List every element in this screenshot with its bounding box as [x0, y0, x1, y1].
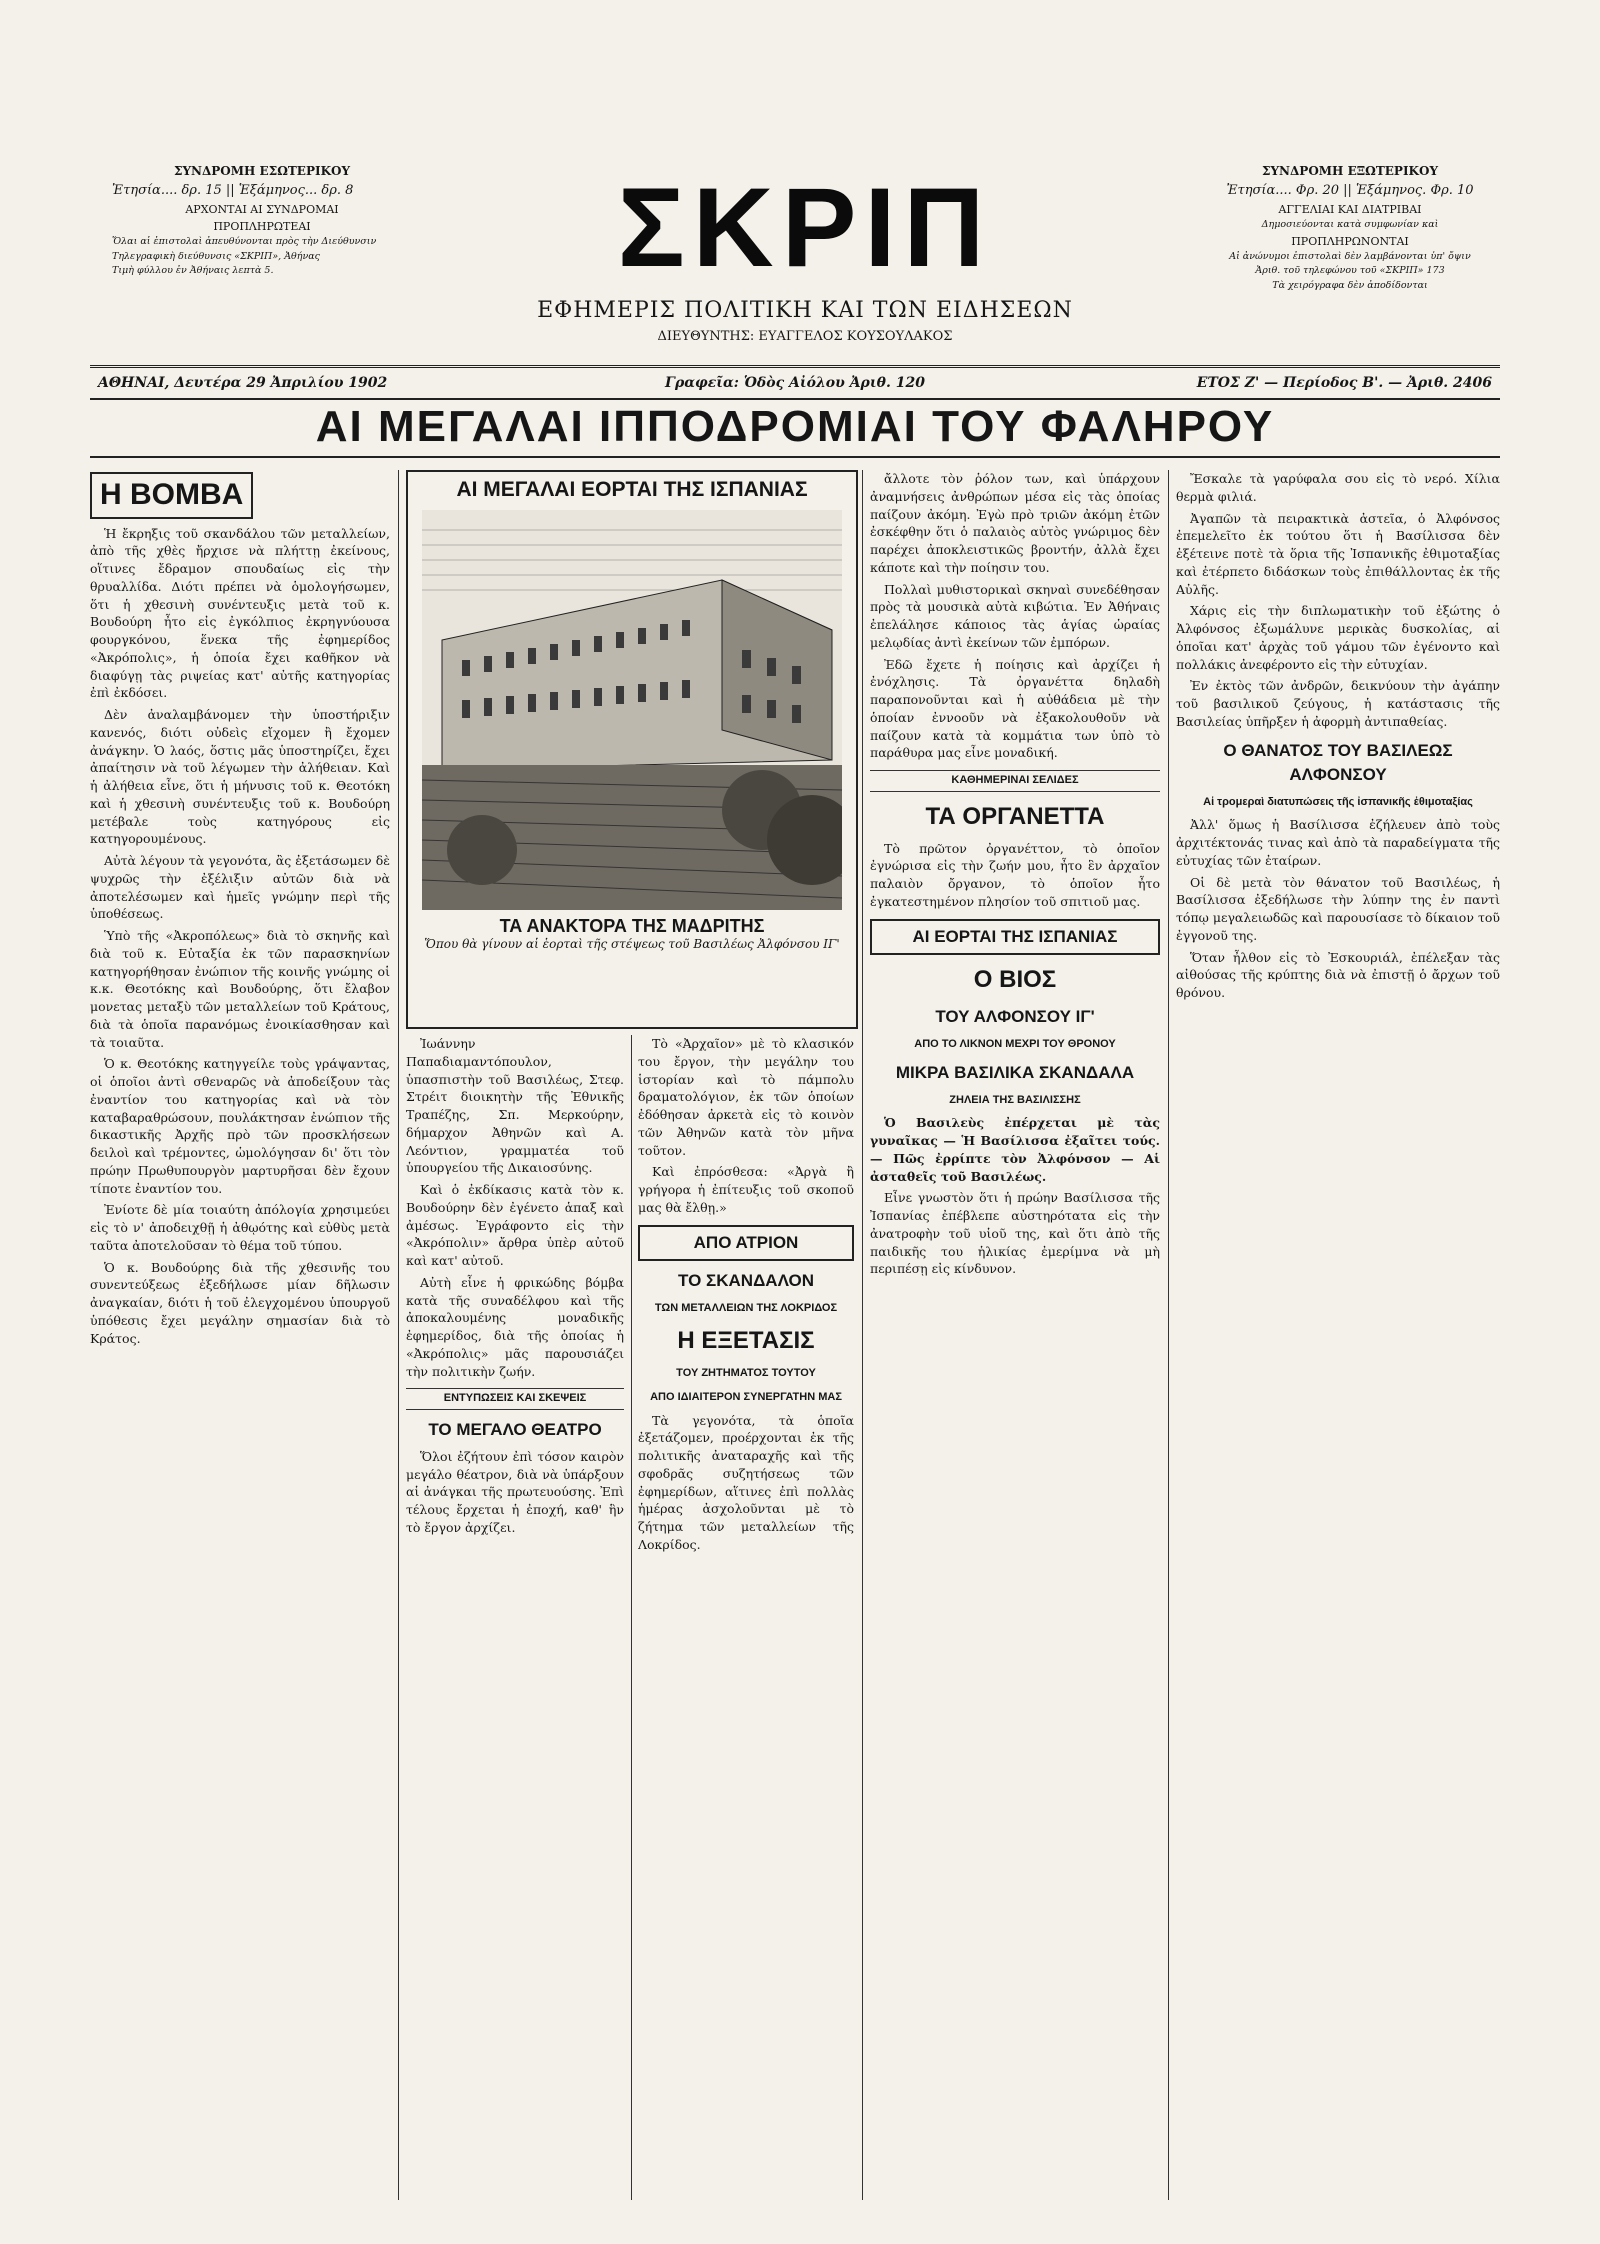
column-rule — [398, 470, 399, 2200]
article-title-death-alfonso: Ο ΘΑΝΑΤΟΣ ΤΟΥ ΒΑΣΙΛΕΩΣ ΑΛΦΟΝΣΟΥ — [1223, 740, 1453, 784]
paragraph: Ἰωάννην Παπαδιαμαντόπουλον, ὑπασπιστὴν τοῦ Βασιλέως, Στεφ. Στρέιτ διοικητὴν τῆς Ἐθνικῆς Τραπέζης, Σπ. Μερκούρην, δήμαρχον Ἀθηνῶν καὶ Α. Λεόντιον, γραμματέα τοῦ ὑπουργείου τῆς Δικαιοσύνης. — [406, 1036, 624, 1176]
paragraph: Εἶνε γνωστὸν ὅτι ἡ πρώην Βασίλισσα τῆς Ἰσπανίας ἐπέβλεπε αὐστηρότατα εἰς τὴν ἀνατροφὴν τοῦ υἱοῦ της, καὶ ὅτι ἀπὸ τῆς παιδικῆς του ἡλικίας ἐμερίμνα νὰ μὴ περιπέσῃ εἰς κίνδυνον. — [870, 1190, 1160, 1277]
letters-note: Ὅλαι αἱ ἐπιστολαὶ ἀπευθύνονται πρὸς τὴν Διεύθυνσιν — [112, 235, 377, 247]
masthead — [90, 140, 1500, 391]
paragraph: Τὸ πρῶτον ὀργανέττον, τὸ ὁποῖον ἐγνώρισα εἰς τὴν ζωήν μου, ἦτο ἓν ἀρχαῖον παλαιὸν ὄργανον, τὸ ὁποῖον ἦτο ἐγκατεστημένον πλησίον τοῦ σπιτιοῦ μας. — [870, 840, 1160, 909]
paragraph: Ὑπὸ τῆς «Ἀκροπόλεως» διὰ τὸ σκηνῆς καὶ διὰ τοῦ κ. Εὐταξία ἐκ τῶν παρασκηνίων κατηγορήθησαν ἐνώπιον τῆς κοινῆς γνώμης οἱ κ.κ. Θεοτόκης καὶ Βουδούρης, ὅτι ἔλαβον μονετας μεταξὺ τῶν μεταλλείων τοῦ Κράτους, διὰ τὰ ὁποῖα παρανόμως ἐνοικίασθησαν καὶ τὰ τοιαῦτα. — [90, 928, 390, 1050]
article-title-great-theatre: ΤΟ ΜΕΓΑΛΟ ΘΕΑΤΡΟ — [428, 1419, 602, 1439]
subscriptions-notice: ΑΡΧΟΝΤΑΙ ΑΙ ΣΥΝΔΡΟΜΑΙ — [185, 202, 339, 216]
column-three — [638, 1035, 854, 2200]
ads-prepaid: ΠΡΟΠΛΗΡΩΝΟΝΤΑΙ — [1291, 234, 1409, 248]
main-headline: ΑΙ ΜΕΓΑΛΑΙ ΙΠΠΟΔΡΟΜΙΑΙ ΤΟΥ ΦΑΛΗΡΟΥ — [90, 402, 1500, 458]
article-subtitle-mines: ΤΩΝ ΜΕΤΑΛΛΕΙΩΝ ΤΗΣ ΛΟΚΡΙΔΟΣ — [654, 1301, 838, 1314]
issue-number: ΕΤΟΣ Ζ' — Περίοδος Β'. — Ἀριθ. 2406 — [1196, 375, 1493, 391]
paragraph: Καὶ ἐπρόσθεσα: «Ἀργὰ ἢ γρήγορα ἡ ἐπίτευξις τοῦ σκοποῦ μας θὰ ἔλθῃ.» — [638, 1164, 854, 1215]
paragraph: Ἀλλ' ὅμως ἡ Βασίλισσα ἐζήλευεν ἀπὸ τοὺς ἀρχιτέκτονάς τινας καὶ ἀπὸ τὰ παραδείγματα τῆς εὐτυχίας τῶν ἐταίρων. — [1176, 817, 1500, 868]
paragraph: Ὅταν ἦλθον εἰς τὸ Ἐσκουριάλ, ἐπέλεξαν τὰς αἰθούσας τῆς κρύπτης διὰ νὰ ἐπιστῇ ὁ ἄρχων τοῦ θρόνου. — [1176, 949, 1500, 1001]
article-subtitle-jealousy: ΖΗΛΕΙΑ ΤΗΣ ΒΑΣΙΛΙΣΣΗΣ — [949, 1093, 1081, 1106]
section-label-daily-pages: ΚΑΘΗΜΕΡΙΝΑΙ ΣΕΛΙΔΕΣ — [870, 770, 1160, 792]
newspaper-page — [90, 140, 1500, 2200]
ads-notice: ΑΓΓΕΛΙΑΙ ΚΑΙ ΔΙΑΤΡΙΒΑΙ — [1278, 202, 1422, 216]
domestic-subscription-title: ΣΥΝΔΡΟΜΗ ΕΣΩΤΕΡΙΚΟΥ — [173, 164, 351, 178]
newspaper-logo: ΣΚΡΙΠ — [617, 165, 993, 290]
director-line: ΔΙΕΥΘΥΝΤΗΣ: ΕΥΑΓΓΕΛΟΣ ΚΟΥΣΟΥΛΑΚΟΣ — [657, 329, 953, 344]
ads-terms: Δημοσιεύονται κατὰ συμφωνίαν καὶ — [1261, 218, 1439, 230]
illustration-subcaption: Ὅπου θὰ γίνουν αἱ ἑορταὶ τῆς στέψεως τοῦ Βασιλέως Ἀλφόνσου ΙΓ' — [424, 937, 840, 951]
paragraph: Ἡ ἔκρηξις τοῦ σκανδάλου τῶν μεταλλείων, ἀπὸ τῆς χθὲς ἤρχισε νὰ πλήττῃ ἐκείνους, οἵτινες ἔδραμον σπουδαίως εἰς τὴν θρυαλλίδα. Διότι πρέπει νὰ ὁμολογήσωμεν, ὅτι ἡ χθεσινὴ συνέντευξις μετὰ τοῦ κ. Βουδούρη ἦτο εἰς ἐγκόλπιος ἐκρηγνύουσα φουργκόνου, ἕνεκα τῆς ἐφημερίδος «Ἀκρόπολις», ἡ ὁποία ἔχει καθῆκον νὰ διαφύγῃ τὰς ριψείας κατ' αὐτῆς κατηγορίας ἐπὶ ἐκδόσει. — [90, 525, 390, 701]
paragraph: Ὁ κ. Θεοτόκης κατηγγείλε τοὺς γράψαντας, οἱ ὁποῖοι ἀντὶ σθεναρῶς νὰ ἀποδείξουν τὰς ἐναντίον του κατηγορίας καὶ νὰ τὸν καταβαραθρώσουν, πουλάκτησαν ἐνώπιον τῆς δικαστικῆς Ἀρχῆς πρὸ τῶν προσκλήσεων δειλοὶ καὶ τρέμοντες, ὡμολόγησαν δι' ὅτι τὸν πρώην Πρωθυπουργὸν μαρτυρῆσαι δὲν ἔχουν τίποτε ἐναντίον του. — [90, 1056, 390, 1196]
foreign-price: Ἐτησία.... Φρ. 20 || Ἑξάμηνος. Φρ. 10 — [1226, 182, 1474, 198]
article-title-bomba: Η ΒΟΜΒΑ — [90, 472, 253, 519]
foreign-subscription-box — [1200, 162, 1500, 294]
anonymous-letters-note: Αἱ ἀνώνυμοι ἐπιστολαὶ δὲν λαμβάνονται ὑπ' ὄψιν — [1229, 250, 1471, 262]
column-rule — [862, 470, 863, 2200]
article-subtitle-scandals: ΜΙΚΡΑ ΒΑΣΙΛΙΚΑ ΣΚΑΝΔΑΛΑ — [895, 1062, 1135, 1082]
column-rule — [631, 1035, 632, 2200]
section-label-tomorrow: ΑΠΟ ΑΤΡΙΟΝ — [638, 1225, 854, 1261]
paragraph: Ἔσκαλε τὰ γαρύφαλα σου εἰς τὸ νερό. Χίλια θερμὰ φιλιά. — [1176, 471, 1500, 504]
illustration-title: ΑΙ ΜΕΓΑΛΑΙ ΕΟΡΤΑΙ ΤΗΣ ΙΣΠΑΝΙΑΣ — [456, 478, 808, 501]
office-address: Γραφεῖα: Ὁδὸς Αἰόλου Ἀριθ. 120 — [665, 375, 925, 391]
paragraph: Τὸ «Ἀρχαῖον» μὲ τὸ κλασικόν του ἔργον, τὴν μεγάλην του ἱστορίαν καὶ τὸ πάμπολυ δραματολόγιον, ἐκ τῶν ὁποίων ἐδόθησαν ἀρκετὰ εἰς τὸ κοινὸν τῶν Ἀθηνῶν κατὰ τὸν μῆνα τοῦτον. — [638, 1036, 854, 1158]
issue-price-note: Τιμὴ φύλλου ἐν Ἀθήναις λεπτὰ 5. — [112, 265, 274, 277]
paragraph: Δὲν ἀναλαμβάνομεν τὴν ὑποστήριξιν κανενός, διότι οὐδεὶς εἴχομεν ἢ ἔχομεν ἀνάγκην. Ὁ λαός, ὅστις μᾶς ὑποστηρίζει, ἔχει ἀπαίτησιν νὰ τοῦ λέγωμεν τὴν ἀλήθειαν. Καὶ ἡ ἀλήθεια εἶνε, ὅτι ἡ μήνυσις τοῦ κ. Θεοτόκη καὶ ἡ χθεσινὴ συνέντευξις τοῦ κ. Βουδούρη μετέβαλε τοὺς κατηγόρους εἰς κατηγορουμένους. — [90, 707, 390, 847]
article-subtitle-question: ΤΟΥ ΖΗΤΗΜΑΤΟΣ ΤΟΥΤΟΥ — [676, 1367, 816, 1380]
domestic-subscription-box — [112, 162, 412, 279]
illustration-box — [406, 470, 858, 1029]
domestic-price: Ἐτησία.... δρ. 15 || Ἑξάμηνος... δρ. 8 — [112, 182, 354, 198]
paragraph: ἄλλοτε τὸν ῥόλον των, καὶ ὑπάρχουν ἀναμνήσεις ἀνθρώπων μέσα εἰς τὰς ὁποίας παίζουν ἀκόμη. Ἐγὼ πρὸ τριῶν ἀκόμη ἐτῶν ἐσκέφθην ὅτι ὁ παλαιὸς αὐτὸς γνώριμος δὲν παρέχει ἀποκλειστικῶς βροντήν, ἀλλὰ ἔχει κάποτε καὶ τὴν ποίησιν του. — [870, 471, 1160, 575]
column-four — [870, 470, 1160, 2200]
article-subtitle-cradle: ΑΠΟ ΤΟ ΛΙΚΝΟΝ ΜΕΧΡΙ ΤΟΥ ΘΡΟΝΟΥ — [914, 1038, 1116, 1051]
telephone-note: Ἀριθ. τοῦ τηλεφώνου τοῦ «ΣΚΡΙΠ» 173 — [1255, 265, 1445, 277]
article-subtitle-etiquette: Αἱ τρομεραὶ διατυπώσεις τῆς ἰσπανικῆς ἐθιμοταξίας — [1203, 795, 1473, 808]
paragraph: Πολλαὶ μυθιστορικαὶ σκηναὶ συνεδέθησαν πρὸς τὰ μουσικὰ αὐτὰ κιβώτια. Ἐν Ἀθήναις ἐπελάλησε κάποιος τὰς ἁγίας ὡραίας μελῳδίας ἀντὶ ἐκείνων τῶν ἐμπόρων. — [870, 581, 1160, 650]
paragraph: Ἀγαπῶν τὰ πειρακτικὰ ἀστεῖα, ὁ Ἀλφόνσος ἐπεμελεῖτο ἐκ τούτου ὅτι ἡ Βασίλισσα δὲν ἐξέτεινε ποτὲ τὰ ὅρια τῆς Ἰσπανικῆς ἐθιμοταξίας καὶ ἐτέρπετο διδάσκων τοὺς ἐπιθάλλοντας ἐκ τῆς Αὐλῆς. — [1176, 510, 1500, 597]
column-rule — [1168, 470, 1169, 2200]
prepaid-notice: ΠΡΟΠΛΗΡΩΤΕΑΙ — [213, 219, 311, 233]
article-title-examination: Η ΕΞΕΤΑΣΙΣ — [677, 1327, 815, 1355]
manuscripts-note: Τὰ χειρόγραφα δὲν ἀποδίδονται — [1272, 279, 1428, 291]
article-title-alfonso: ΤΟΥ ΑΛΦΟΝΣΟΥ ΙΓ' — [935, 1006, 1095, 1026]
illustration-caption: ΤΑ ΑΝΑΚΤΟΡΑ ΤΗΣ ΜΑΔΡΙΤΗΣ — [499, 916, 765, 936]
masthead-subtitle-block — [490, 298, 1120, 344]
paragraph: Καὶ ὁ ἐκδίκασις κατὰ τὸν κ. Βουδούρην δὲν ἐγένετο ἁπαξ καὶ ἀμέσως. Ἐγράφοντο εἰς τὴν «Ἀκρόπολιν» ἄρθρα ὑπὲρ αὐτοῦ καὶ κατ' αὐτοῦ. — [406, 1182, 624, 1268]
article-title-barrel-organs: ΤΑ ΟΡΓΑΝΕΤΤΑ — [925, 802, 1105, 830]
column-two — [406, 1035, 624, 2200]
paragraph: Τὰ γεγονότα, τὰ ὁποῖα ἐξετάζομεν, προέρχονται ἐκ τῆς πολιτικῆς ἀναταραχῆς καὶ τῆς σφοδρᾶς συζητήσεως τῶν ἐφημερίδων, αἵτινες ἐπὶ πολλὰς ἡμέρας ἀσχολοῦνται μὲ τὸ ζήτημα τῶν μεταλλείων τῆς Λοκρίδος. — [638, 1412, 854, 1552]
date-bar — [90, 365, 1500, 400]
palace-image — [422, 510, 842, 910]
paragraph: Οἱ δὲ μετὰ τὸν θάνατον τοῦ Βασιλέως, ἡ Βασίλισσα ἐξεδήλωσε τὴν λύπην της ἐν παντὶ τόπῳ μεγαλειωδῶς καὶ παρουσίασε τὸ δίκαιον τοῦ ἐγγονοῦ της. — [1176, 874, 1500, 943]
newspaper-subtitle: ΕΦΗΜΕΡΙΣ ΠΟΛΙΤΙΚΗ ΚΑΙ ΤΩΝ ΕΙΔΗΣΕΩΝ — [537, 298, 1073, 323]
issue-date: ΑΘΗΝΑΙ, Δευτέρα 29 Ἀπριλίου 1902 — [98, 375, 388, 391]
palace-engraving — [422, 510, 842, 910]
paragraph: Χάρις εἰς τὴν διπλωματικὴν τοῦ ἐξώτης ὁ Ἀλφόνσος ἐξωμάλυνε μερικὰς δυσκολίας, αἱ ὁποῖαι κατ' ἀρχὰς τοῦ γάμου τῶν ἐγένοντο καὶ πολλάκις ἀνεφέροντο εἰς τὴν εὐτυχίαν. — [1176, 603, 1500, 672]
paragraph: Αὐτὰ λέγουν τὰ γεγονότα, ἂς ἐξετάσωμεν δὲ ψυχρῶς τὴν ἐξέλιξιν αὐτῶν διὰ νὰ ἀποτελέσωμεν καὶ ἡμεῖς γνώμην περὶ τῆς ὑποθέσεως. — [90, 853, 390, 922]
paragraph: Ὁ κ. Βουδούρης διὰ τῆς χθεσινῆς του συνεντεύξεως ἐξεδήλωσε μίαν δῆλωσιν ἀναγκαίαν, διότι ἡ τοῦ ἐλεγχομένου ὑπουργοῦ ὑπόθεσις ἔχει μεγάλην σημασίαν διὰ τὸ Κράτος. — [90, 1259, 390, 1346]
article-title-scandal: ΤΟ ΣΚΑΝΔΑΛΟΝ — [678, 1270, 814, 1290]
column-five — [1176, 470, 1500, 2200]
paragraph: Ἐδῶ ἔχετε ἡ ποίησις καὶ ἀρχίζει ἡ ἐνόχλησις. Τὰ ὀργανέττα δηλαδὴ παραπονοῦνται καὶ ἡ αὐθάδεια μὲ τὴν ὁποίαν ἐννοοῦν νὰ ἐξακολουθοῦν νὰ παίζουν κατὰ τὰ κομμάτια των ὑπὸ τὸ παράθυρα μας εἶνε μοναδική. — [870, 656, 1160, 761]
telegraph-note: Τηλεγραφικὴ διεύθυνσις «ΣΚΡΙΠ», Ἀθήνας — [112, 250, 320, 262]
article-byline: ΑΠΟ ΙΔΙΑΙΤΕΡΟΝ ΣΥΝΕΡΓΑΤΗΝ ΜΑΣ — [650, 1391, 842, 1404]
foreign-subscription-title: ΣΥΝΔΡΟΜΗ ΕΞΩΤΕΡΙΚΟΥ — [1261, 164, 1439, 178]
columns — [90, 470, 1500, 2200]
paragraph: Ὅλοι ἐζήτουν ἐπὶ τόσον καιρὸν μεγάλο θέατρον, διὰ νὰ ὑπάρξουν αἱ ἀνάγκαι τῆς πρωτευούσης. Ἐπὶ τέλους ἔρχεται ἡ ἐποχή, καθ' ἣν τὸ ἔργον ἀρχίζει. — [406, 1448, 624, 1535]
article-lead: Ὁ Βασιλεὺς ἐπέρχεται μὲ τὰς γυναῖκας — Ἡ Βασίλισσα ἐξαῖτει τούς. — Πῶς ἐρρίπτε τὸν Ἀλφόνσον — Αἱ ἀσταθεῖς τοῦ Βασιλέως. — [870, 1115, 1160, 1184]
section-label-spain-festivities: ΑΙ ΕΟΡΤΑΙ ΤΗΣ ΙΣΠΑΝΙΑΣ — [870, 919, 1160, 955]
paragraph: Ἐνίοτε δὲ μία τοιαύτη ἀπόλογία χρησιμεύει εἰς τὸ ν' ἀποδειχθῇ ἡ ἀθῳότης καὶ εὐθὺς μετὰ ταῦτα ἀποτελοῦσαν τὸ θέμα τοῦ τύπου. — [90, 1202, 390, 1253]
article-title-life: Ο ΒΙΟΣ — [973, 965, 1057, 993]
paragraph: Αὐτὴ εἶνε ἡ φρικώδης βόμβα κατὰ τῆς συναδέλφου καὶ τῆς ἀποκαλουμένης μοναδικῆς ἐφημερίδος, διὰ τῆς ὁποίας ἡ «Ἀκρόπολις» μᾶς παρουσιάζει τὴν πολιτικὴν ζωήν. — [406, 1274, 624, 1379]
paragraph: Ἐν ἐκτὸς τῶν ἀνδρῶν, δεικνύουν τὴν ἀγάπην τοῦ βασιλικοῦ ζεύγους, ἡ κατάστασις τῆς Βασιλείας ὑπῆρξεν ἡ ἀφορμὴ ἀντιπαθείας. — [1176, 678, 1500, 729]
column-bomba — [90, 470, 390, 2200]
section-label-impressions: ΕΝΤΥΠΩΣΕΙΣ ΚΑΙ ΣΚΕΨΕΙΣ — [406, 1388, 624, 1410]
